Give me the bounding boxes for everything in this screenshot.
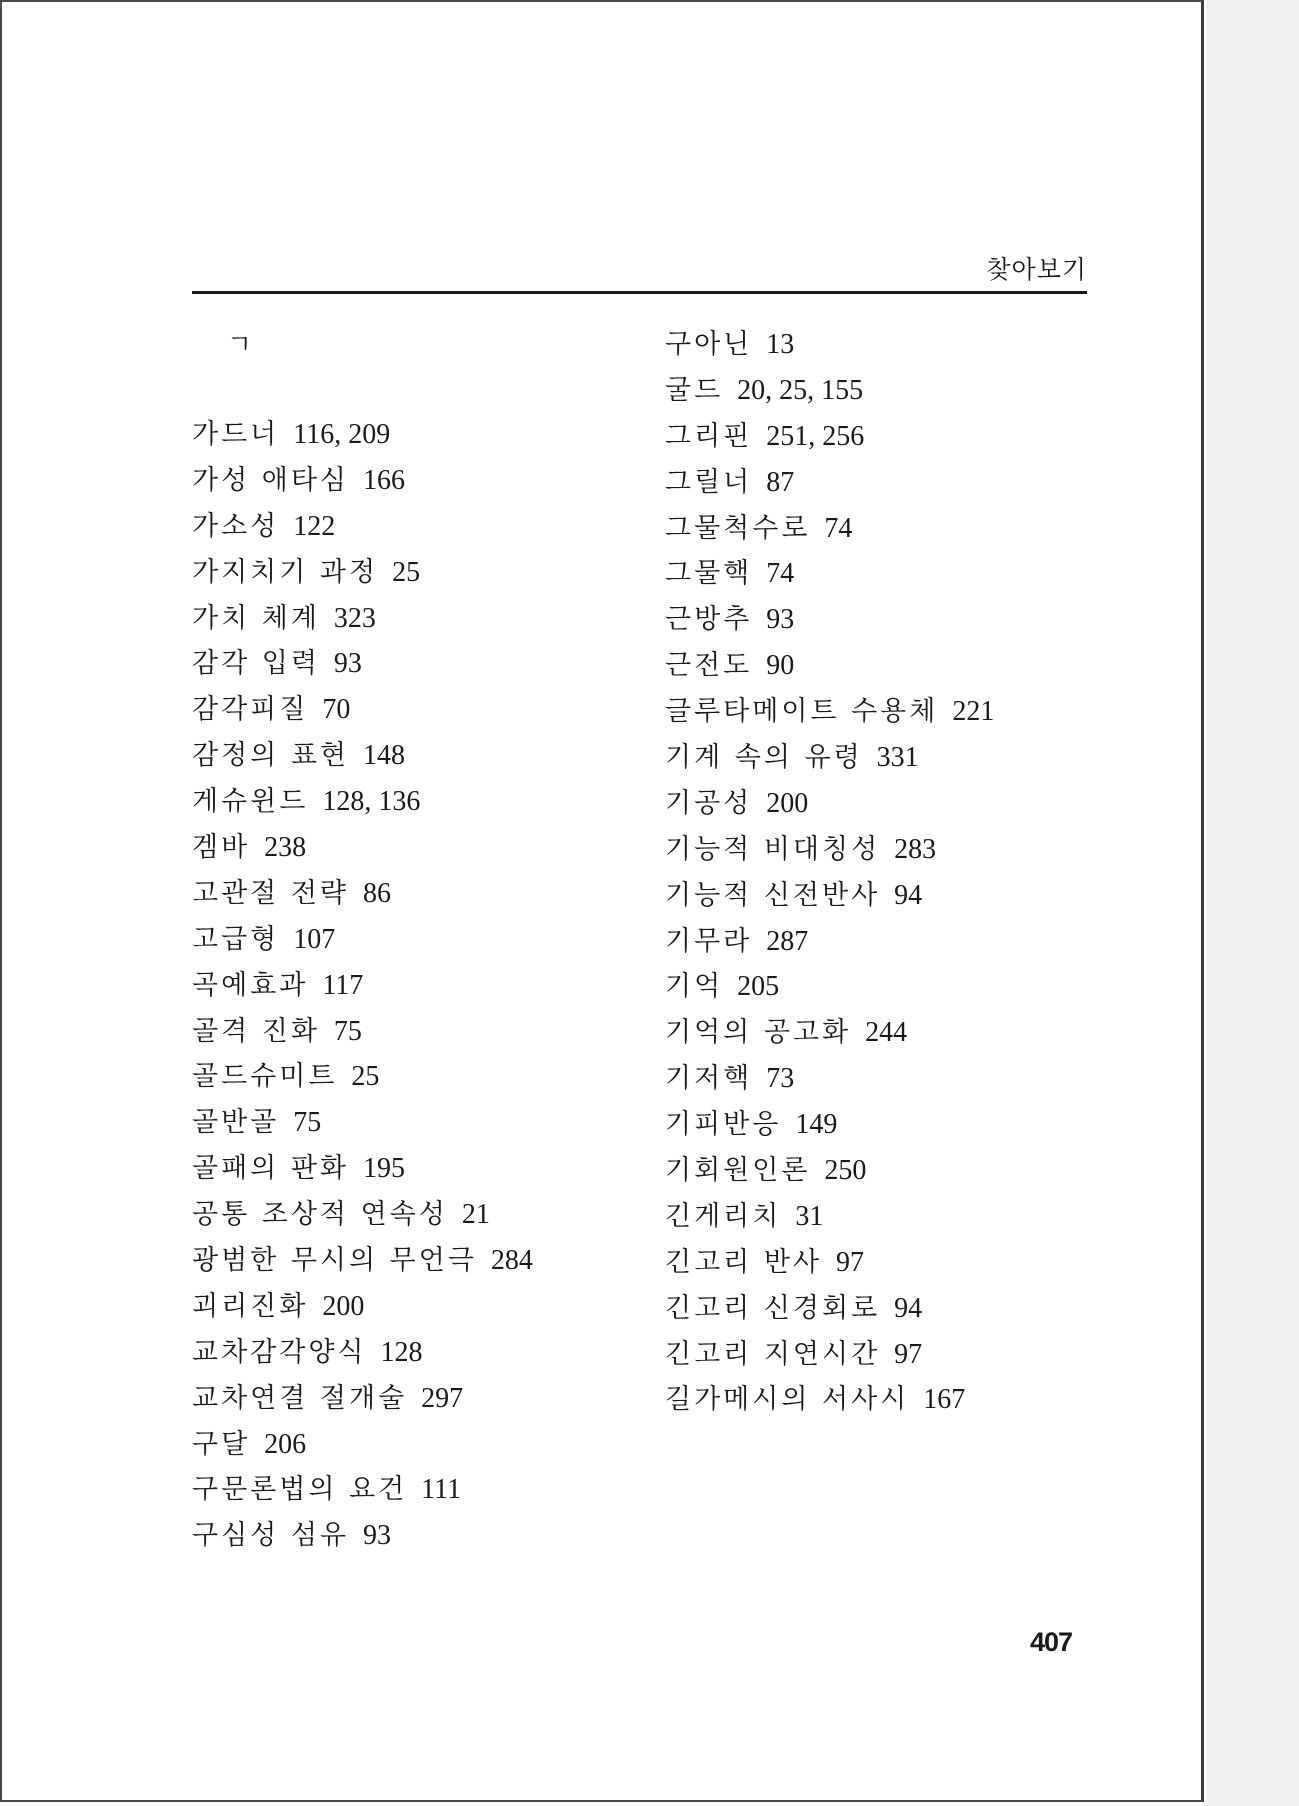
index-term: 고관절 전략 — [192, 877, 349, 909]
index-term: 기억 — [665, 971, 724, 1003]
index-entry — [192, 1467, 533, 1513]
index-pages: 287 — [766, 925, 809, 957]
index-term: 고급형 — [192, 923, 280, 955]
index-entry — [192, 871, 533, 917]
index-entry — [192, 1330, 533, 1376]
index-term: 긴고리 신경회로 — [665, 1292, 881, 1324]
index-entry — [192, 963, 533, 1009]
index-pages: 122 — [293, 510, 336, 542]
index-entry — [192, 1009, 533, 1055]
index-term: 골패의 판화 — [192, 1153, 349, 1185]
index-term: 기억의 공고화 — [665, 1017, 852, 1049]
index-entry — [665, 597, 994, 643]
index-pages: 166 — [363, 464, 405, 496]
index-term: 그리핀 — [665, 420, 753, 452]
index-entry — [192, 1192, 533, 1238]
index-term: 가드너 — [192, 419, 280, 450]
index-pages: 107 — [293, 923, 336, 955]
index-pages: 73 — [766, 1063, 795, 1095]
index-pages: 205 — [737, 971, 780, 1003]
index-entry — [192, 779, 533, 825]
index-term: 골반골 — [192, 1107, 280, 1139]
index-entry — [665, 1377, 994, 1423]
index-entry — [192, 641, 533, 687]
index-term: 그릴너 — [665, 466, 753, 498]
index-pages: 148 — [363, 740, 405, 772]
index-entry — [192, 596, 533, 642]
index-term: 그물척수로 — [665, 512, 811, 544]
index-pages: 31 — [795, 1200, 824, 1232]
index-term: 골드슈미트 — [192, 1061, 338, 1093]
index-term: 긴고리 반사 — [665, 1246, 822, 1278]
index-pages: 25 — [351, 1061, 380, 1093]
index-pages: 94 — [894, 879, 923, 911]
index-pages: 86 — [363, 877, 391, 909]
index-entry — [192, 917, 533, 963]
index-entry — [665, 1056, 994, 1102]
index-term: 게슈윈드 — [192, 786, 309, 818]
index-column-left — [192, 412, 533, 1559]
index-pages: 238 — [264, 832, 307, 864]
index-pages: 331 — [876, 742, 919, 774]
index-pages: 90 — [766, 650, 795, 682]
index-term: 가지치기 과정 — [192, 556, 379, 588]
section-letter: ㄱ — [227, 330, 253, 360]
index-entry — [192, 458, 533, 504]
index-entry — [665, 781, 994, 827]
index-entry — [665, 1286, 994, 1332]
index-pages: 251, 256 — [766, 420, 865, 452]
index-entry — [665, 1102, 994, 1148]
index-pages: 195 — [363, 1153, 405, 1185]
index-entry — [192, 1376, 533, 1422]
index-pages: 128, 136 — [322, 786, 421, 818]
index-term: 기회원인론 — [665, 1155, 811, 1187]
index-entry — [665, 322, 994, 368]
index-entry — [192, 1146, 533, 1192]
index-pages: 167 — [923, 1384, 966, 1416]
index-pages: 94 — [894, 1292, 923, 1324]
index-entry — [192, 1238, 533, 1284]
index-term: 기공성 — [665, 787, 753, 819]
index-entry — [665, 827, 994, 873]
index-pages: 200 — [766, 787, 809, 819]
index-pages: 93 — [333, 648, 362, 680]
index-pages: 250 — [824, 1155, 867, 1187]
index-pages: 75 — [293, 1107, 322, 1139]
index-entry — [665, 919, 994, 965]
index-term: 긴고리 지연시간 — [665, 1338, 881, 1370]
index-term: 길가메시의 서사시 — [665, 1384, 910, 1416]
index-term: 근방추 — [665, 604, 753, 636]
index-term: 공통 조상적 연속성 — [192, 1199, 448, 1231]
index-pages: 93 — [363, 1520, 391, 1552]
index-pages: 21 — [461, 1199, 490, 1231]
index-pages: 117 — [322, 969, 364, 1001]
index-term: 감정의 표현 — [192, 740, 349, 772]
index-term: 구문론법의 요건 — [192, 1474, 408, 1506]
index-term: 겜바 — [192, 832, 251, 864]
index-entry — [665, 368, 994, 414]
index-entry — [665, 1240, 994, 1286]
index-pages: 74 — [766, 558, 795, 590]
index-pages: 75 — [333, 1015, 362, 1047]
index-pages: 200 — [322, 1290, 365, 1322]
index-pages: 93 — [766, 604, 795, 636]
index-term: 기무라 — [665, 925, 753, 957]
index-pages: 284 — [490, 1245, 533, 1277]
index-entry — [665, 873, 994, 919]
index-term: 곡예효과 — [192, 969, 309, 1001]
index-term: 기저핵 — [665, 1063, 753, 1095]
index-pages: 244 — [865, 1017, 908, 1049]
index-pages: 111 — [421, 1474, 462, 1506]
index-term: 기능적 비대칭성 — [665, 833, 881, 865]
index-pages: 20, 25, 155 — [737, 374, 864, 406]
index-term: 그물핵 — [665, 558, 753, 590]
running-title: 찾아보기 — [986, 255, 1087, 284]
index-term: 기피반응 — [665, 1109, 782, 1141]
index-column-right — [665, 322, 994, 1423]
index-entry — [665, 1332, 994, 1378]
index-entry — [192, 733, 533, 779]
index-pages: 13 — [766, 329, 795, 360]
index-entry — [665, 551, 994, 597]
index-term: 구달 — [192, 1428, 251, 1460]
index-term: 가소성 — [192, 510, 280, 542]
index-pages: 74 — [824, 512, 853, 544]
index-entry — [665, 460, 994, 506]
index-term: 골격 진화 — [192, 1015, 320, 1047]
index-entry — [665, 1148, 994, 1194]
index-pages: 149 — [795, 1109, 838, 1141]
index-term: 가성 애타심 — [192, 464, 349, 496]
index-term: 긴게리치 — [665, 1200, 782, 1232]
index-pages: 70 — [322, 694, 351, 726]
index-term: 기계 속의 유령 — [665, 742, 863, 774]
page-number: 407 — [1029, 1627, 1072, 1657]
index-pages: 297 — [421, 1382, 464, 1414]
index-pages: 97 — [894, 1338, 923, 1370]
index-entry — [192, 550, 533, 596]
index-term: 굴드 — [665, 374, 724, 406]
index-entry — [192, 1513, 533, 1559]
index-pages: 323 — [333, 602, 376, 634]
index-entry — [192, 1422, 533, 1468]
index-entry — [192, 825, 533, 871]
index-term: 기능적 신전반사 — [665, 879, 881, 911]
index-term: 구아닌 — [665, 329, 753, 360]
index-entry — [192, 504, 533, 550]
index-term: 교차감각양식 — [192, 1336, 367, 1368]
index-pages: 116, 209 — [293, 419, 391, 450]
index-entry — [665, 1010, 994, 1056]
index-pages: 87 — [766, 466, 795, 498]
index-entry — [192, 1284, 533, 1330]
index-term: 구심성 섬유 — [192, 1520, 349, 1552]
index-entry — [665, 964, 994, 1010]
index-term: 괴리진화 — [192, 1290, 309, 1322]
index-pages: 283 — [894, 833, 937, 865]
index-entry — [665, 506, 994, 552]
index-entry — [665, 735, 994, 781]
viewer-margin — [1206, 0, 1299, 1806]
index-entry — [665, 1194, 994, 1240]
index-entry — [192, 1100, 533, 1146]
index-entry — [192, 687, 533, 733]
index-entry — [665, 414, 994, 460]
index-term: 감각 입력 — [192, 648, 320, 680]
index-pages: 206 — [264, 1428, 307, 1460]
index-term: 근전도 — [665, 650, 753, 682]
index-term: 글루타메이트 수용체 — [665, 696, 939, 728]
index-term: 광범한 무시의 무언극 — [192, 1245, 477, 1277]
index-pages: 25 — [392, 556, 421, 588]
index-pages: 97 — [836, 1246, 864, 1278]
index-pages: 221 — [952, 696, 995, 728]
index-entry — [665, 689, 994, 735]
index-entry — [665, 643, 994, 689]
index-entry — [192, 412, 533, 458]
index-pages: 128 — [380, 1336, 423, 1368]
index-term: 가치 체계 — [192, 602, 320, 634]
index-entry — [192, 1054, 533, 1100]
header-rule — [192, 291, 1087, 294]
index-term: 교차연결 절개술 — [192, 1382, 408, 1414]
index-term: 감각피질 — [192, 694, 309, 726]
